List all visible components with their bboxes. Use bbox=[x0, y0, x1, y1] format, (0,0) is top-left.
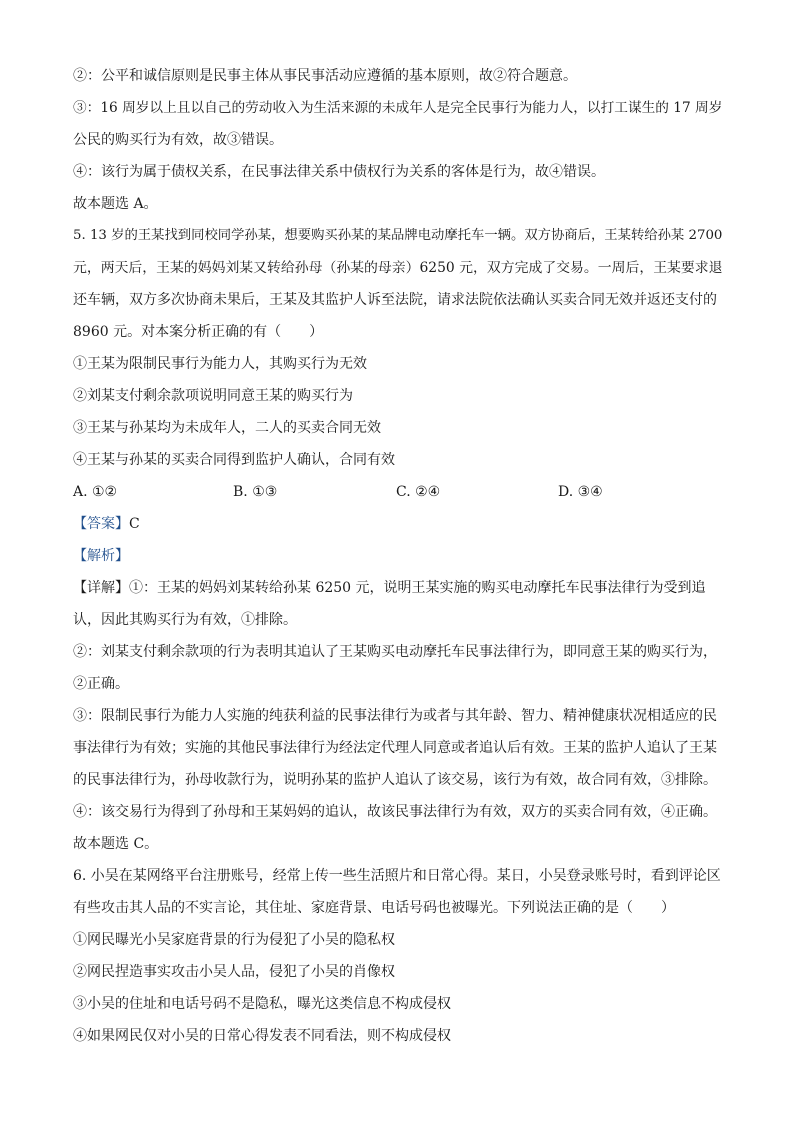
q5-detail-line: ④：该交易行为得到了孙母和王某妈妈的追认，故该民事法律行为有效，双方的买卖合同有效，④正确。 bbox=[73, 804, 717, 820]
q6-stem-line: 6. 小吴在某网络平台注册账号，经常上传一些生活照片和日常心得。某日，小吴登录账号时，看到评论区 bbox=[73, 868, 721, 884]
detail-tag: 【详解】 bbox=[73, 580, 129, 596]
prev-analysis-line: 故本题选 A。 bbox=[73, 196, 158, 212]
q5-detail-line: 的民事法律行为，孙母收款行为，说明孙某的监护人追认了该交易，该行为有效，故合同有效，③排除。 bbox=[73, 772, 717, 788]
q6-statement: ④如果网民仅对小吴的日常心得发表不同看法，则不构成侵权 bbox=[73, 1028, 451, 1044]
q5-option-c: C. ②④ bbox=[396, 484, 441, 500]
q5-option-a: A. ①② bbox=[73, 484, 118, 500]
answer-tag: 【答案】 bbox=[73, 516, 129, 532]
q5-detail-line: ②：刘某支付剩余款项的行为表明其追认了王某购买电动摩托车民事法律行为，即同意王某的购买行为， bbox=[73, 644, 717, 660]
q5-detail-line: ②正确。 bbox=[73, 676, 129, 692]
q5-stem-line: 8960 元。对本案分析正确的有（ ） bbox=[73, 324, 324, 340]
prev-analysis-line: ②：公平和诚信原则是民事主体从事民事活动应遵循的基本原则，故②符合题意。 bbox=[73, 68, 577, 84]
q5-answer bbox=[73, 514, 140, 534]
q5-detail-line: 故本题选 C。 bbox=[73, 836, 159, 852]
q5-statement: ③王某与孙某均为未成年人，二人的买卖合同无效 bbox=[73, 420, 381, 436]
prev-analysis-line: ③：16 周岁以上且以自己的劳动收入为生活来源的未成年人是完全民事行为能力人，以打工谋生的 17 周岁 bbox=[73, 100, 723, 116]
q6-statement: ③小吴的住址和电话号码不是隐私，曝光这类信息不构成侵权 bbox=[73, 996, 451, 1012]
prev-analysis-line: 公民的购买行为有效，故③错误。 bbox=[73, 132, 283, 148]
q5-detail-line: 事法律行为有效；实施的其他民事法律行为经法定代理人同意或者追认后有效。王某的监护人追认了王某 bbox=[73, 740, 717, 756]
analysis-tag: 【解析】 bbox=[73, 548, 129, 564]
q5-stem-line: 5. 13 岁的王某找到同校同学孙某，想要购买孙某的某品牌电动摩托车一辆。双方协商后，王某转给孙某 2700 bbox=[73, 228, 723, 243]
q5-detail-line: 认，因此其购买行为有效，①排除。 bbox=[73, 612, 297, 628]
q5-option-d: D. ③④ bbox=[558, 484, 603, 500]
q6-statement: ②网民捏造事实攻击小吴人品，侵犯了小吴的肖像权 bbox=[73, 964, 395, 980]
q5-statement: ①王某为限制民事行为能力人，其购买行为无效 bbox=[73, 356, 367, 372]
q5-option-b: B. ①③ bbox=[233, 484, 278, 500]
q5-stem-line: 还车辆，双方多次协商未果后，王某及其监护人诉至法院，请求法院依法确认买卖合同无效并返还支付的 bbox=[73, 292, 717, 308]
q6-stem-line: 有些攻击其人品的不实言论，其住址、家庭背景、电话号码也被曝光。下列说法正确的是（ ） bbox=[73, 900, 675, 916]
q5-statement: ④王某与孙某的买卖合同得到监护人确认，合同有效 bbox=[73, 452, 395, 468]
q5-stem-line: 元，两天后，王某的妈妈刘某又转给孙母（孙某的母亲）6250 元，双方完成了交易。一周后，王某要求退 bbox=[73, 260, 723, 276]
q5-statement: ②刘某支付剩余款项说明同意王某的购买行为 bbox=[73, 388, 353, 404]
detail-text: ①：王某的妈妈刘某转给孙某 6250 元，说明王某实施的购买电动摩托车民事法律行为受到追 bbox=[129, 580, 706, 596]
answer-value: C bbox=[129, 516, 140, 532]
prev-analysis-line: ④：该行为属于债权关系，在民事法律关系中债权行为关系的客体是行为，故④错误。 bbox=[73, 164, 605, 180]
q6-statement: ①网民曝光小吴家庭背景的行为侵犯了小吴的隐私权 bbox=[73, 932, 395, 948]
q5-detail-line: ③：限制民事行为能力人实施的纯获利益的民事法律行为或者与其年龄、智力、精神健康状况相适应的民 bbox=[73, 708, 717, 724]
q5-detail-line bbox=[73, 578, 706, 598]
